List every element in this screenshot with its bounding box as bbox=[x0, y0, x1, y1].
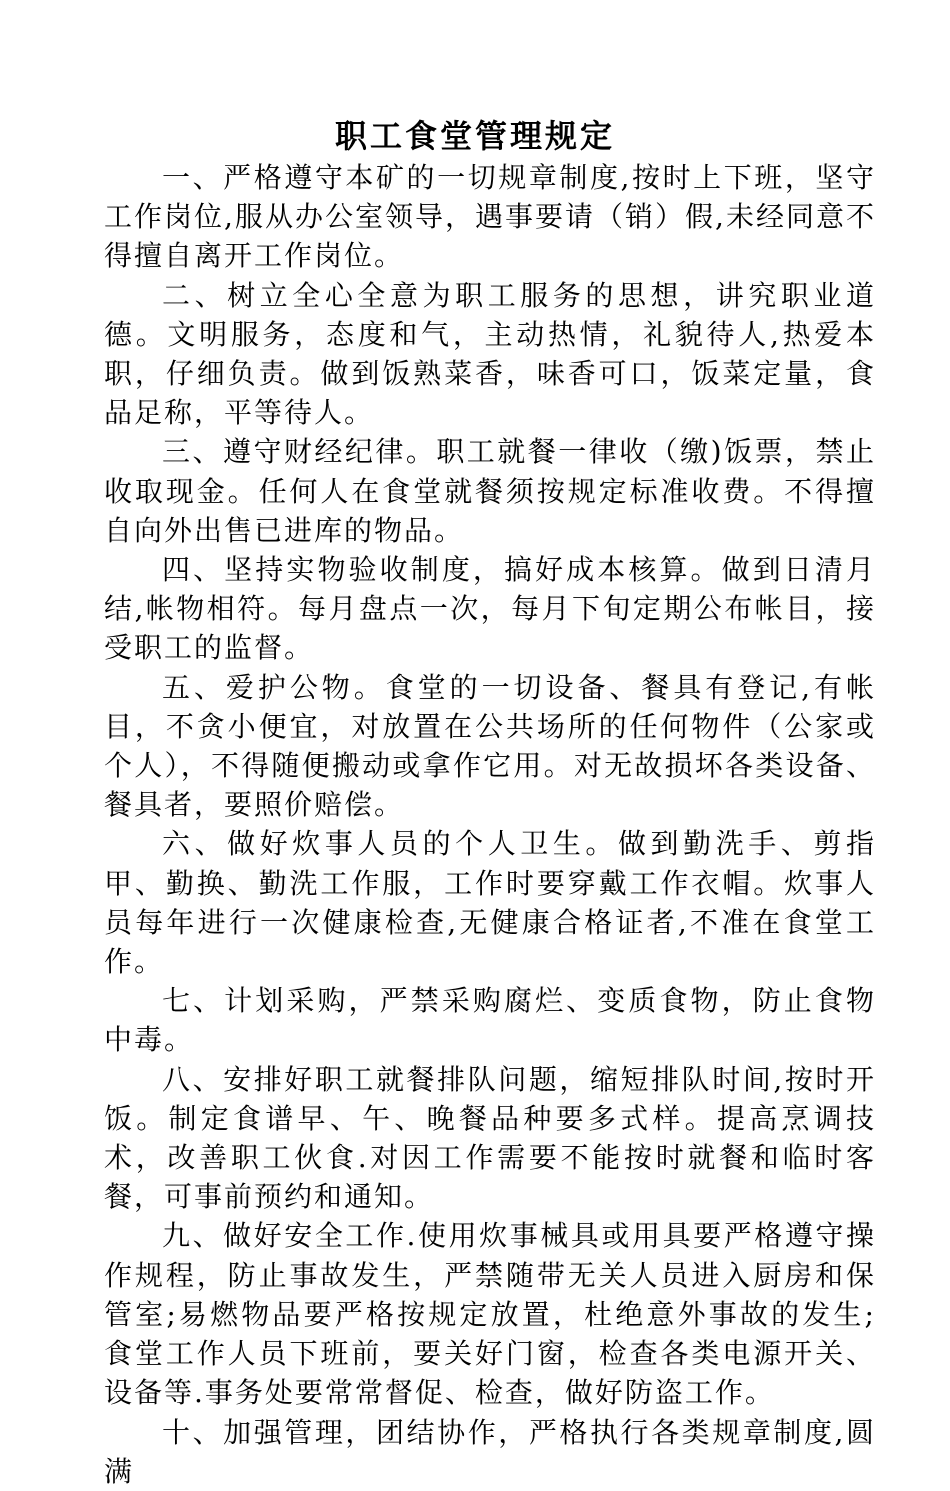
paragraph-6: 六、做好炊事人员的个人卫生。做到勤洗手、剪指甲、勤换、勤洗工作服，工作时要穿戴工作衣帽。炊事人员每年进行一次健康检查,无健康合格证者,不准在食堂工作。 bbox=[104, 827, 876, 979]
paragraph-2: 二、树立全心全意为职工服务的思想，讲究职业道德。文明服务，态度和气，主动热情，礼貌待人,热爱本职，仔细负责。做到饭熟菜香，味香可口，饭菜定量，食品足称，平等待人。 bbox=[104, 278, 876, 430]
document-body bbox=[104, 158, 876, 1491]
paragraph-5: 五、爱护公物。食堂的一切设备、餐具有登记,有帐目，不贪小便宜，对放置在公共场所的任何物件（公家或个人），不得随便搬动或拿作它用。对无故损坏各类设备、餐具者，要照价赔偿。 bbox=[104, 670, 876, 822]
paragraph-4: 四、坚持实物验收制度，搞好成本核算。做到日清月结,帐物相符。每月盘点一次，每月下旬定期公布帐目，接受职工的监督。 bbox=[104, 553, 876, 665]
paragraph-7: 七、计划采购，严禁采购腐烂、变质食物，防止食物中毒。 bbox=[104, 984, 876, 1057]
paragraph-9: 九、做好安全工作.使用炊事械具或用具要严格遵守操作规程，防止事故发生，严禁随带无关人员进入厨房和保管室;易燃物品要严格按规定放置，杜绝意外事故的发生;食堂工作人员下班前，要关好门窗，检查各类电源开关、设备等.事务处要常常督促、检查，做好防盗工作。 bbox=[104, 1219, 876, 1410]
paragraph-1: 一、严格遵守本矿的一切规章制度,按时上下班，坚守工作岗位,服从办公室领导，遇事要请（销）假,未经同意不得擅自离开工作岗位。 bbox=[104, 161, 876, 273]
paragraph-8: 八、安排好职工就餐排队问题，缩短排队时间,按时开饭。制定食谱早、午、晚餐品种要多式样。提高烹调技术，改善职工伙食.对因工作需要不能按时就餐和临时客餐，可事前预约和通知。 bbox=[104, 1062, 876, 1214]
paragraph-3: 三、遵守财经纪律。职工就餐一律收（缴)饭票，禁止收取现金。任何人在食堂就餐须按规定标准收费。不得擅自向外出售已进库的物品。 bbox=[104, 435, 876, 547]
document-title: 职工食堂管理规定 bbox=[334, 117, 615, 155]
paragraph-10: 十、加强管理，团结协作，严格执行各类规章制度,圆满 bbox=[104, 1415, 876, 1488]
